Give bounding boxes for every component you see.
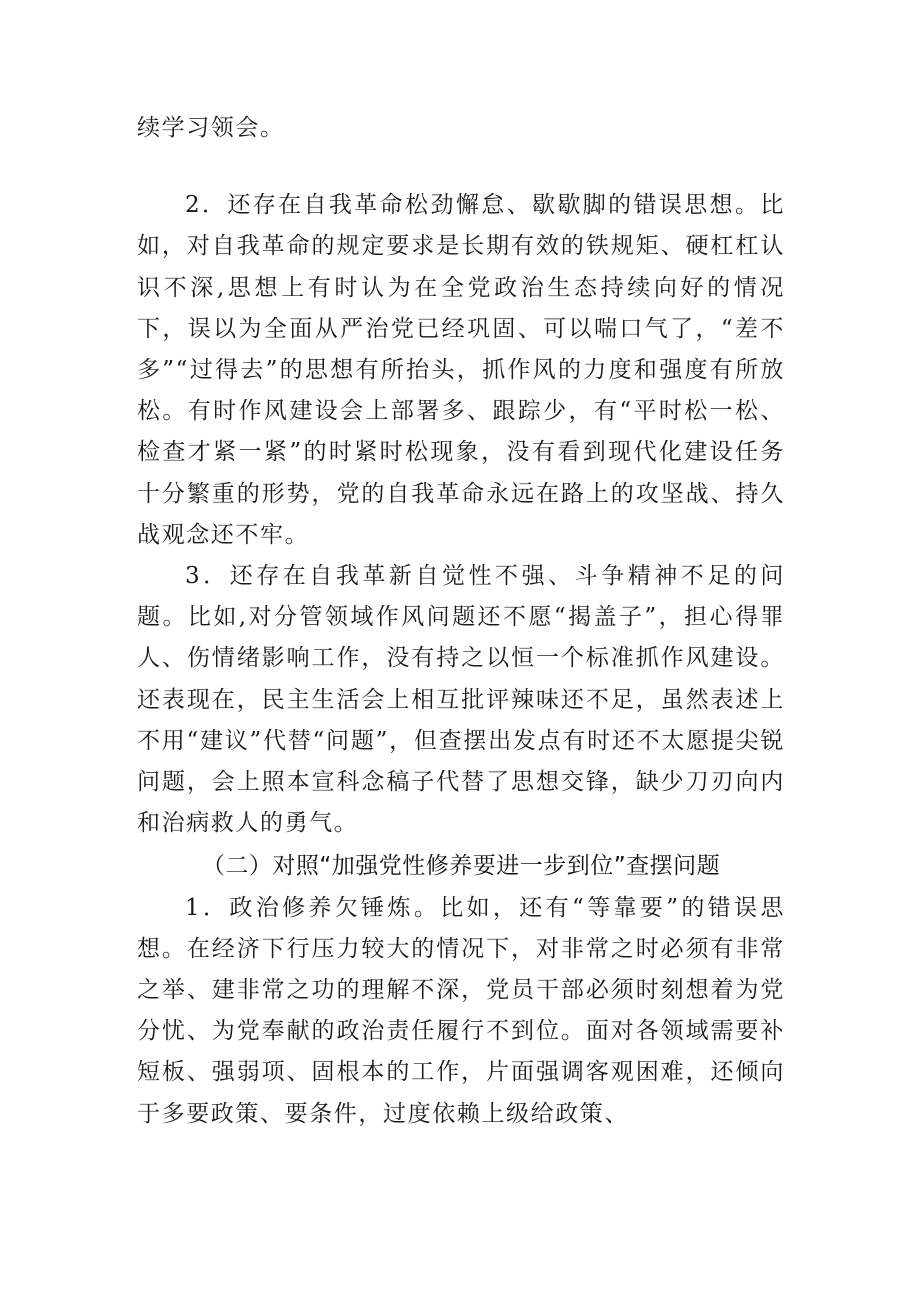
paragraph-continuation: 续学习领会。 xyxy=(137,115,285,141)
section-heading: （二）对照“加强党性修养要进一步到位”查摆问题 xyxy=(201,853,721,880)
paragraph-item-3: 3．还存在自我革新自觉性不强、斗争精神不足的问题。比如,对分管领域作风问题还不愿“揭盖子”，担心得罪人、伤情绪影响工作，没有持之以恒一个标准抓作风建设。还表现在，民主生活会上相互批评辣味还不足，虽然表述上不用“建议”代替“问题”，但查摆出发点有时还不太愿提尖锐问题，会上照本宣科念稿子代替了思想交锋，缺少刀刃向内和治病救人的勇气。 xyxy=(137,563,785,837)
document-body xyxy=(137,108,785,1135)
paragraph-item-1: 1．政治修养欠锤炼。比如，还有“等靠要”的错误思想。在经济下行压力较大的情况下，对非常之时必须有非常之举、建非常之功的理解不深，党员干部必须时刻想着为党分忧、为党奉献的政治责任履行不到位。面对各领域需要补短板、强弱项、固根本的工作，片面强调客观困难，还倾向于多要政策、要条件，过度依赖上级给政策、 xyxy=(137,894,785,1127)
paragraph-item-2: 2．还存在自我革命松劲懈怠、歇歇脚的错误思想。比如，对自我革命的规定要求是长期有效的铁规矩、硬杠杠认识不深,思想上有时认为在全党政治生态持续向好的情况下，误以为全面从严治党已经巩固、可以喘口气了，“差不多”“过得去”的思想有所抬头，抓作风的力度和强度有所放松。有时作风建设会上部署多、跟踪少，有“平时松一松、检查才紧一紧”的时紧时松现象，没有看到现代化建设任务十分繁重的形势，党的自我革命永远在路上的攻坚战、持久战观念还不牢。 xyxy=(137,192,785,548)
